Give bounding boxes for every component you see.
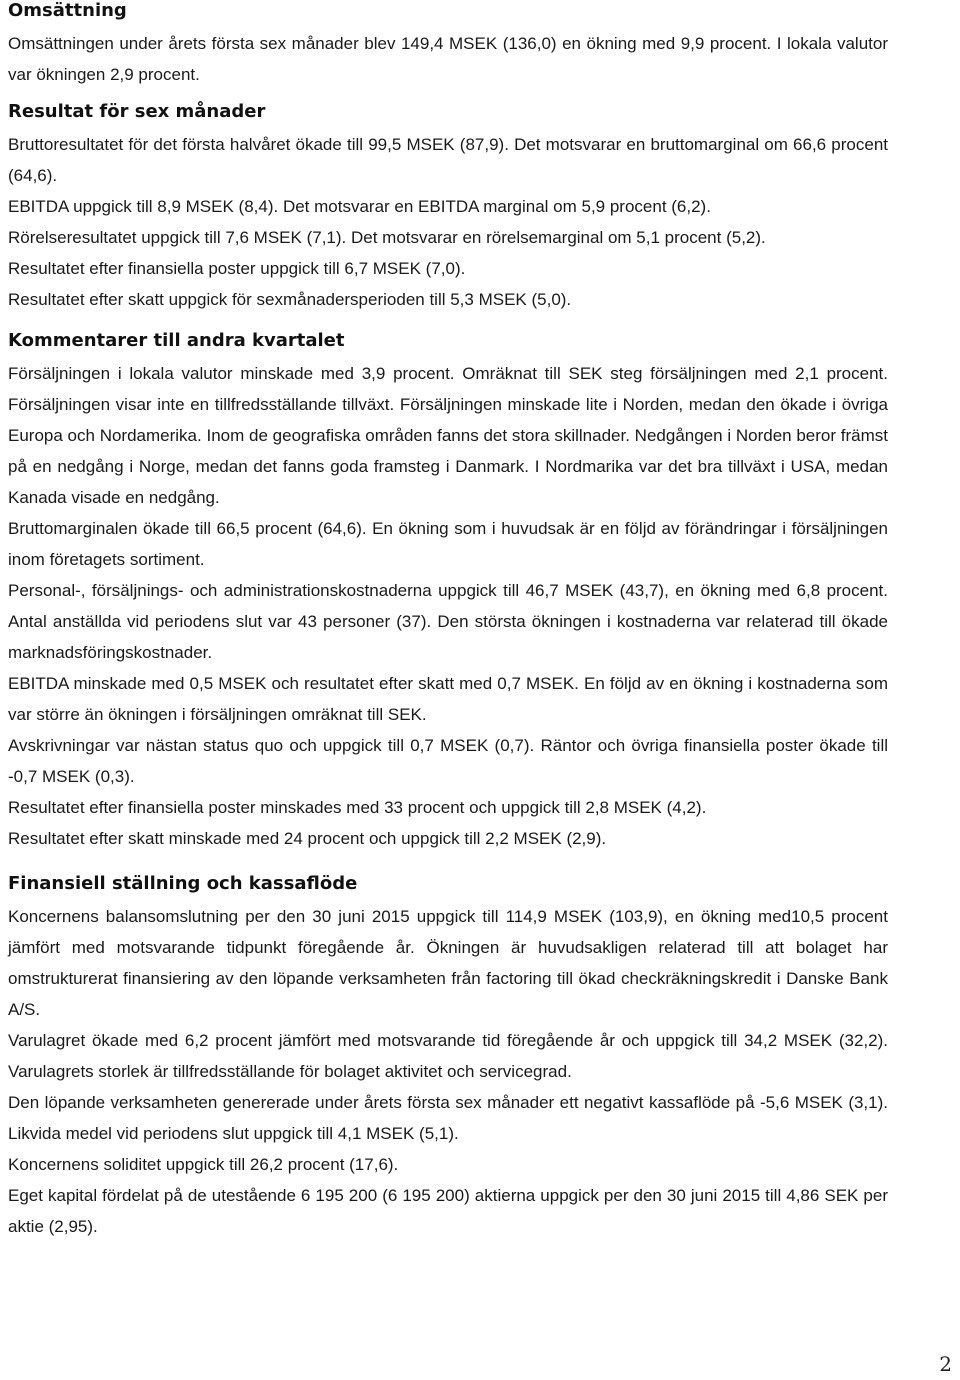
paragraph: Resultatet efter skatt uppgick för sexmånadersperioden till 5,3 MSEK (5,0). xyxy=(8,290,572,309)
paragraph: EBITDA uppgick till 8,9 MSEK (8,4). Det motsvarar en EBITDA marginal om 5,9 procent (6,2). xyxy=(8,197,711,216)
section-body xyxy=(8,129,888,315)
paragraph: Resultatet efter skatt minskade med 24 procent och uppgick till 2,2 MSEK (2,9). xyxy=(8,829,607,848)
document-page xyxy=(8,0,888,1242)
section-body xyxy=(8,358,888,854)
section-body xyxy=(8,901,888,1242)
paragraph: Koncernens soliditet uppgick till 26,2 procent (17,6). xyxy=(8,1155,399,1174)
paragraph: Koncernens balansomslutning per den 30 juni 2015 uppgick till 114,9 MSEK (103,9), en ökning med10,5 procent jämfört med motsvarande tidpunkt föregående år. Ökningen är huvudsakligen relaterad till att bolaget har omstrukturerat finansiering av den löpande verksamheten från factoring till ökad checkräkningskredit i Danske Bank A/S. xyxy=(8,907,888,1019)
section-body xyxy=(8,28,888,90)
paragraph: Rörelseresultatet uppgick till 7,6 MSEK (7,1). Det motsvarar en rörelsemarginal om 5,1 procent (5,2). xyxy=(8,228,766,247)
paragraph: Bruttoresultatet för det första halvåret ökade till 99,5 MSEK (87,9). Det motsvarar en bruttomarginal om 66,6 procent (64,6). xyxy=(8,135,888,185)
section-heading: Finansiell ställning och kassaflöde xyxy=(8,873,358,894)
paragraph: Avskrivningar var nästan status quo och uppgick till 0,7 MSEK (0,7). Räntor och övriga finansiella poster ökade till -0,7 MSEK (0,3). xyxy=(8,736,888,786)
section-finansiell xyxy=(8,873,888,1242)
paragraph: Omsättningen under årets första sex månader blev 149,4 MSEK (136,0) en ökning med 9,9 procent. I lokala valutor var ökningen 2,9 procent. xyxy=(8,34,888,84)
paragraph: Försäljningen i lokala valutor minskade med 3,9 procent. Omräknat till SEK steg försäljningen med 2,1 procent. Försäljningen visar inte en tillfredsställande tillväxt. Försäljningen minskade lite i Norden, medan den ökade i övriga Europa och Nordamerika. Inom de geografiska områden fanns det stora skillnader. Nedgången i Norden beror främst på en nedgång i Norge, medan det fanns goda framsteg i Danmark. I Nordmarika var det bra tillväxt i USA, medan Kanada visade en nedgång. xyxy=(8,364,888,507)
paragraph: Personal-, försäljnings- och administrationskostnaderna uppgick till 46,7 MSEK (43,7), en ökning med 6,8 procent. Antal anställda vid periodens slut var 43 personer (37). Den största ökningen i kostnaderna var relaterad till ökade marknadsföringskostnader. xyxy=(8,581,888,662)
paragraph: Resultatet efter finansiella poster uppgick till 6,7 MSEK (7,0). xyxy=(8,259,466,278)
paragraph: EBITDA minskade med 0,5 MSEK och resultatet efter skatt med 0,7 MSEK. En följd av en ökning i kostnaderna som var större än ökningen i försäljningen omräknat till SEK. xyxy=(8,674,888,724)
section-resultat xyxy=(8,101,888,315)
section-heading: Omsättning xyxy=(8,0,127,21)
section-kommentarer xyxy=(8,330,888,854)
paragraph: Varulagret ökade med 6,2 procent jämfört med motsvarande tid föregående år och uppgick till 34,2 MSEK (32,2). Varulagrets storlek är tillfredsställande för bolaget aktivitet och servicegrad. xyxy=(8,1031,888,1081)
section-omsattning xyxy=(8,0,888,90)
paragraph: Bruttomarginalen ökade till 66,5 procent (64,6). En ökning som i huvudsak är en följd av förändringar i försäljningen inom företagets sortiment. xyxy=(8,519,888,569)
paragraph: Resultatet efter finansiella poster minskades med 33 procent och uppgick till 2,8 MSEK (4,2). xyxy=(8,798,707,817)
paragraph: Eget kapital fördelat på de utestående 6 195 200 (6 195 200) aktierna uppgick per den 30 juni 2015 till 4,86 SEK per aktie (2,95). xyxy=(8,1186,888,1236)
section-heading: Kommentarer till andra kvartalet xyxy=(8,330,345,351)
page-number: 2 xyxy=(939,1352,952,1376)
paragraph: Den löpande verksamheten genererade under årets första sex månader ett negativt kassaflöde på -5,6 MSEK (3,1). Likvida medel vid periodens slut uppgick till 4,1 MSEK (5,1). xyxy=(8,1093,888,1143)
section-heading: Resultat för sex månader xyxy=(8,101,266,122)
